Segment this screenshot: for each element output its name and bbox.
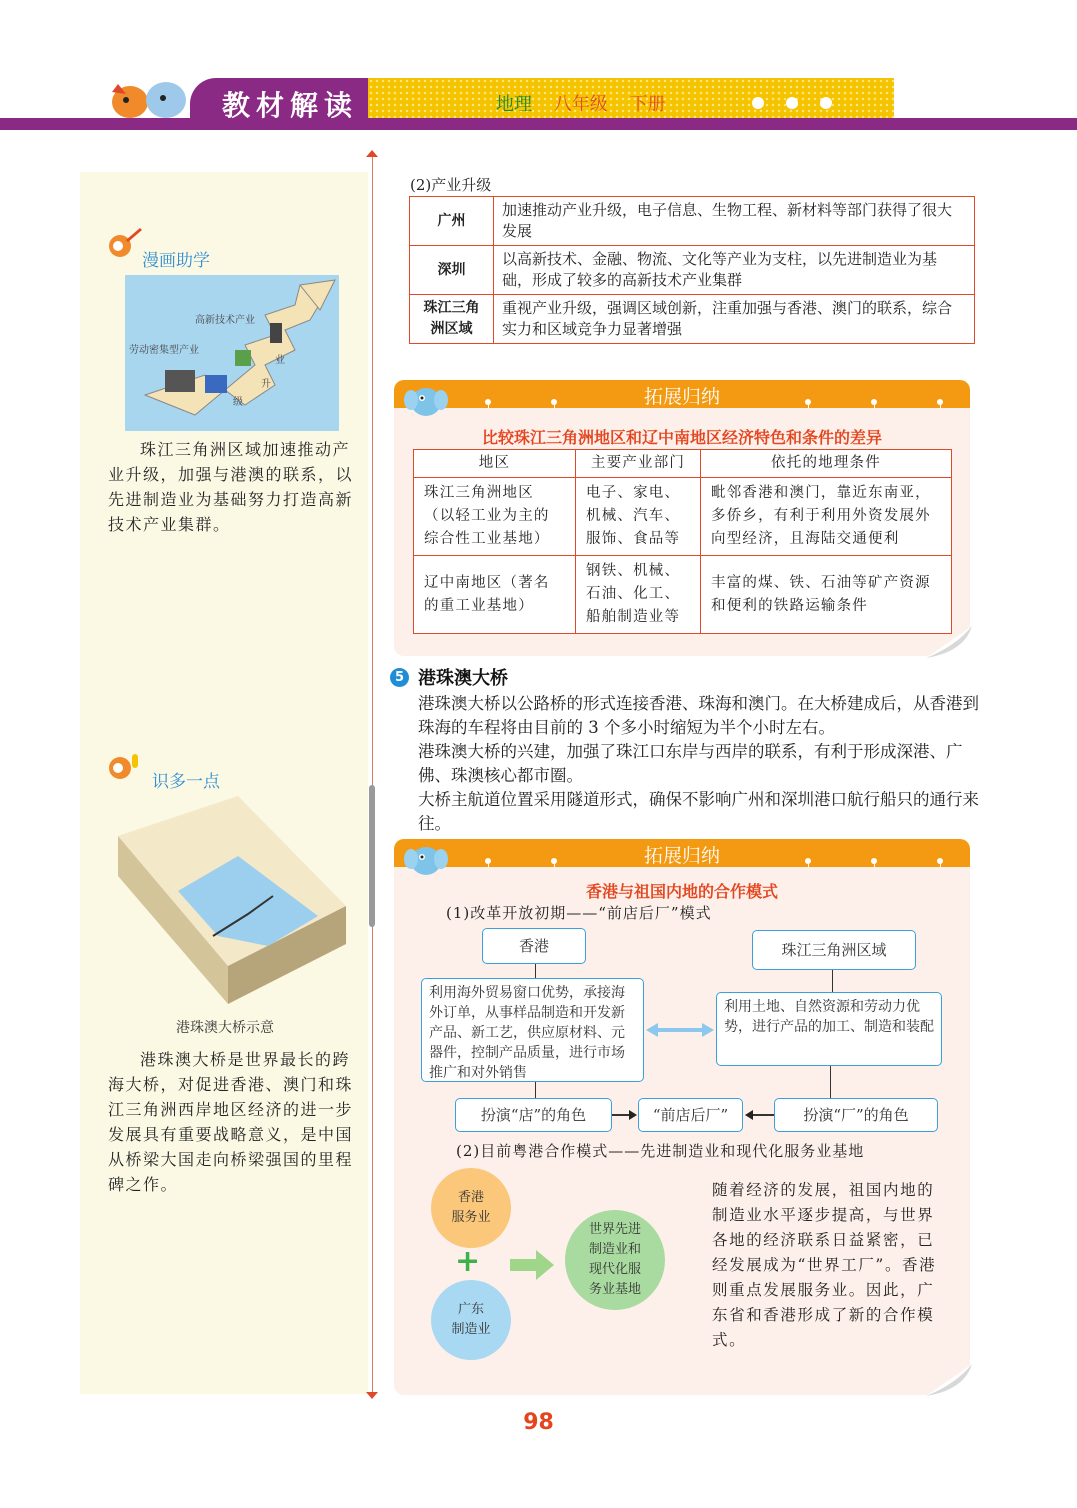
comic-label: 漫画助学 [142, 251, 210, 271]
desc-cell: 以高新技术、金融、物流、文化等产业为支柱，以先进制造业为基础，形成了较多的高新技术产业集群 [494, 246, 975, 295]
double-arrow-icon [646, 1022, 714, 1038]
comic-image [125, 275, 339, 431]
scrollbar-thumb[interactable] [369, 785, 375, 927]
hk-box: 香港 [482, 928, 586, 964]
comic-text-ye: 业 [275, 355, 285, 366]
subject: 地理 [496, 94, 532, 115]
bridge-map-image [118, 796, 346, 1004]
desc-cell: 加速推动产业升级，电子信息、生物工程、新材料等部门获得了很大发展 [494, 197, 975, 246]
hk-service-circle: 香港 服务业 [431, 1168, 511, 1248]
table-row [410, 246, 975, 295]
arrow-right-icon [629, 1110, 637, 1120]
mode2-heading: (2)目前粤港合作模式——先进制造业和现代化服务业基地 [456, 1142, 865, 1160]
table-row [410, 197, 975, 246]
industry-upgrade-table [409, 196, 975, 344]
connector [832, 970, 833, 992]
connector [535, 964, 536, 978]
table-row [410, 295, 975, 344]
table-row [414, 478, 952, 556]
header-dots [752, 97, 832, 109]
paragraph: 大桥主航道位置采用隧道形式，确保不影响广州和深圳港口航行船只的通行来往。 [418, 790, 979, 833]
grade: 八年级 [553, 94, 608, 115]
gd-manufacturing-circle: 广东 制造业 [431, 1280, 511, 1360]
comic-text: 珠江三角洲区域加速推动产业升级，加强与港澳的联系，以先进制造业为基础努力打造高新技术产业集群。 [108, 440, 354, 534]
fox-thumbs-up-icon [106, 748, 142, 784]
table-header-row [414, 450, 952, 478]
page-curl-icon [926, 1364, 972, 1396]
section-body [418, 692, 980, 836]
subject-info [496, 90, 681, 116]
mascot-icon [108, 74, 192, 122]
world-base-circle: 世界先进 制造业和 现代化服 务业基地 [565, 1210, 665, 1310]
table-row [414, 556, 952, 634]
comic-text-labor: 劳动密集型产业 [129, 345, 199, 356]
table-cell: 珠江三角洲地区（以轻工业为主的综合性工业基地） [414, 478, 576, 556]
table-cell: 电子、家电、机械、汽车、服饰、食品等 [576, 478, 701, 556]
hk-desc-box: 利用海外贸易窗口优势，承接海外订单，从事样品制造和开发新产品、新工艺，供应原材料、元器件，控制产品质量，进行市场推广和对外销售 [421, 978, 644, 1082]
section-number-badge: 5 [390, 668, 409, 687]
bridge-caption: 港珠澳大桥示意 [176, 1020, 274, 1036]
connector [830, 1066, 831, 1098]
volume: 下册 [629, 94, 666, 115]
table-cell: 钢铁、机械、石油、化工、船舶制造业等 [576, 556, 701, 634]
panel-subtitle: 比较珠江三角洲地区和辽中南地区经济特色和条件的差异 [481, 428, 882, 447]
cooperation-text: 随着经济的发展，祖国内地的制造业水平逐步提高，与世界各地的经济联系日益紧密，已经发展成为“世界工厂”。香港则重点发展服务业。因此，广东省和香港形成了新的合作模式。 [712, 1181, 937, 1349]
scroll-down-icon[interactable] [366, 1392, 378, 1399]
elephant-icon [403, 380, 449, 420]
table-cell: 毗邻香港和澳门，靠近东南亚，多侨乡，有利于利用外资发展外向型经济，且海陆交通便利 [701, 478, 952, 556]
front-store-box: “前店后厂” [638, 1098, 743, 1132]
panel-title: 拓展归纳 [643, 845, 720, 867]
col-header: 依托的地理条件 [701, 450, 952, 478]
plus-icon: + [455, 1244, 481, 1279]
connector [752, 1114, 774, 1116]
scroll-up-icon[interactable] [366, 150, 378, 157]
section-title-bridge: 港珠澳大桥 [418, 668, 508, 689]
prd-desc-box: 利用土地、自然资源和劳动力优势，进行产品的加工、制造和装配 [716, 992, 942, 1066]
panel-dots [394, 855, 970, 865]
table-cell: 丰富的煤、铁、石油等矿产资源和便利的铁路运输条件 [701, 556, 952, 634]
prd-box: 珠江三角洲区域 [752, 930, 916, 970]
panel-subtitle: 香港与祖国内地的合作模式 [585, 882, 778, 901]
industry-upgrade-heading: (2)产业升级 [410, 176, 492, 194]
desc-cell: 重视产业升级，强调区域创新，注重加强与香港、澳门的联系，综合实力和区域竞争力显著增强 [494, 295, 975, 344]
knowledge-label: 识多一点 [152, 772, 220, 792]
city-cell: 珠江三角洲区域 [410, 295, 494, 344]
comic-text-high-tech: 高新技术产业 [195, 315, 255, 326]
table-cell: 辽中南地区（著名的重工业基地） [414, 556, 576, 634]
region-compare-table [413, 449, 952, 634]
elephant-icon [403, 839, 449, 879]
factory-role-box: 扮演“厂”的角色 [774, 1098, 938, 1132]
arrow-right-green-icon [510, 1250, 554, 1280]
store-role-box: 扮演“店”的角色 [455, 1098, 612, 1132]
panel-title: 拓展归纳 [643, 386, 720, 408]
city-cell: 深圳 [410, 246, 494, 295]
arrow-left-icon [745, 1110, 753, 1120]
page-number: 98 [523, 1410, 554, 1435]
divider-line [372, 155, 373, 1395]
mode1-heading: (1)改革开放初期——“前店后厂”模式 [446, 904, 712, 922]
connector [612, 1114, 630, 1116]
city-cell: 广州 [410, 197, 494, 246]
section-title: 教材解读 [222, 89, 359, 122]
comic-text-sheng: 升 [261, 379, 271, 390]
paragraph: 港珠澳大桥的兴建，加强了珠江口东岸与西岸的联系，有利于形成深港、广佛、珠澳核心都市圈。 [418, 742, 963, 785]
panel-dots [394, 396, 970, 406]
comic-text-ji: 级 [233, 397, 243, 408]
connector [535, 1082, 536, 1098]
paragraph: 港珠澳大桥以公路桥的形式连接香港、珠海和澳门。在大桥建成后，从香港到珠海的车程将由目前的 3 个多小时缩短为半个小时左右。 [418, 694, 979, 737]
col-header: 主要产业部门 [576, 450, 701, 478]
col-header: 地区 [414, 450, 576, 478]
fox-pencil-icon [106, 226, 142, 262]
knowledge-text: 港珠澳大桥是世界最长的跨海大桥，对促进香港、澳门和珠江三角洲西岸地区经济的进一步发展具有重要战略意义，是中国从桥梁大国走向桥梁强国的里程碑之作。 [108, 1050, 354, 1194]
page-curl-icon [926, 626, 972, 658]
